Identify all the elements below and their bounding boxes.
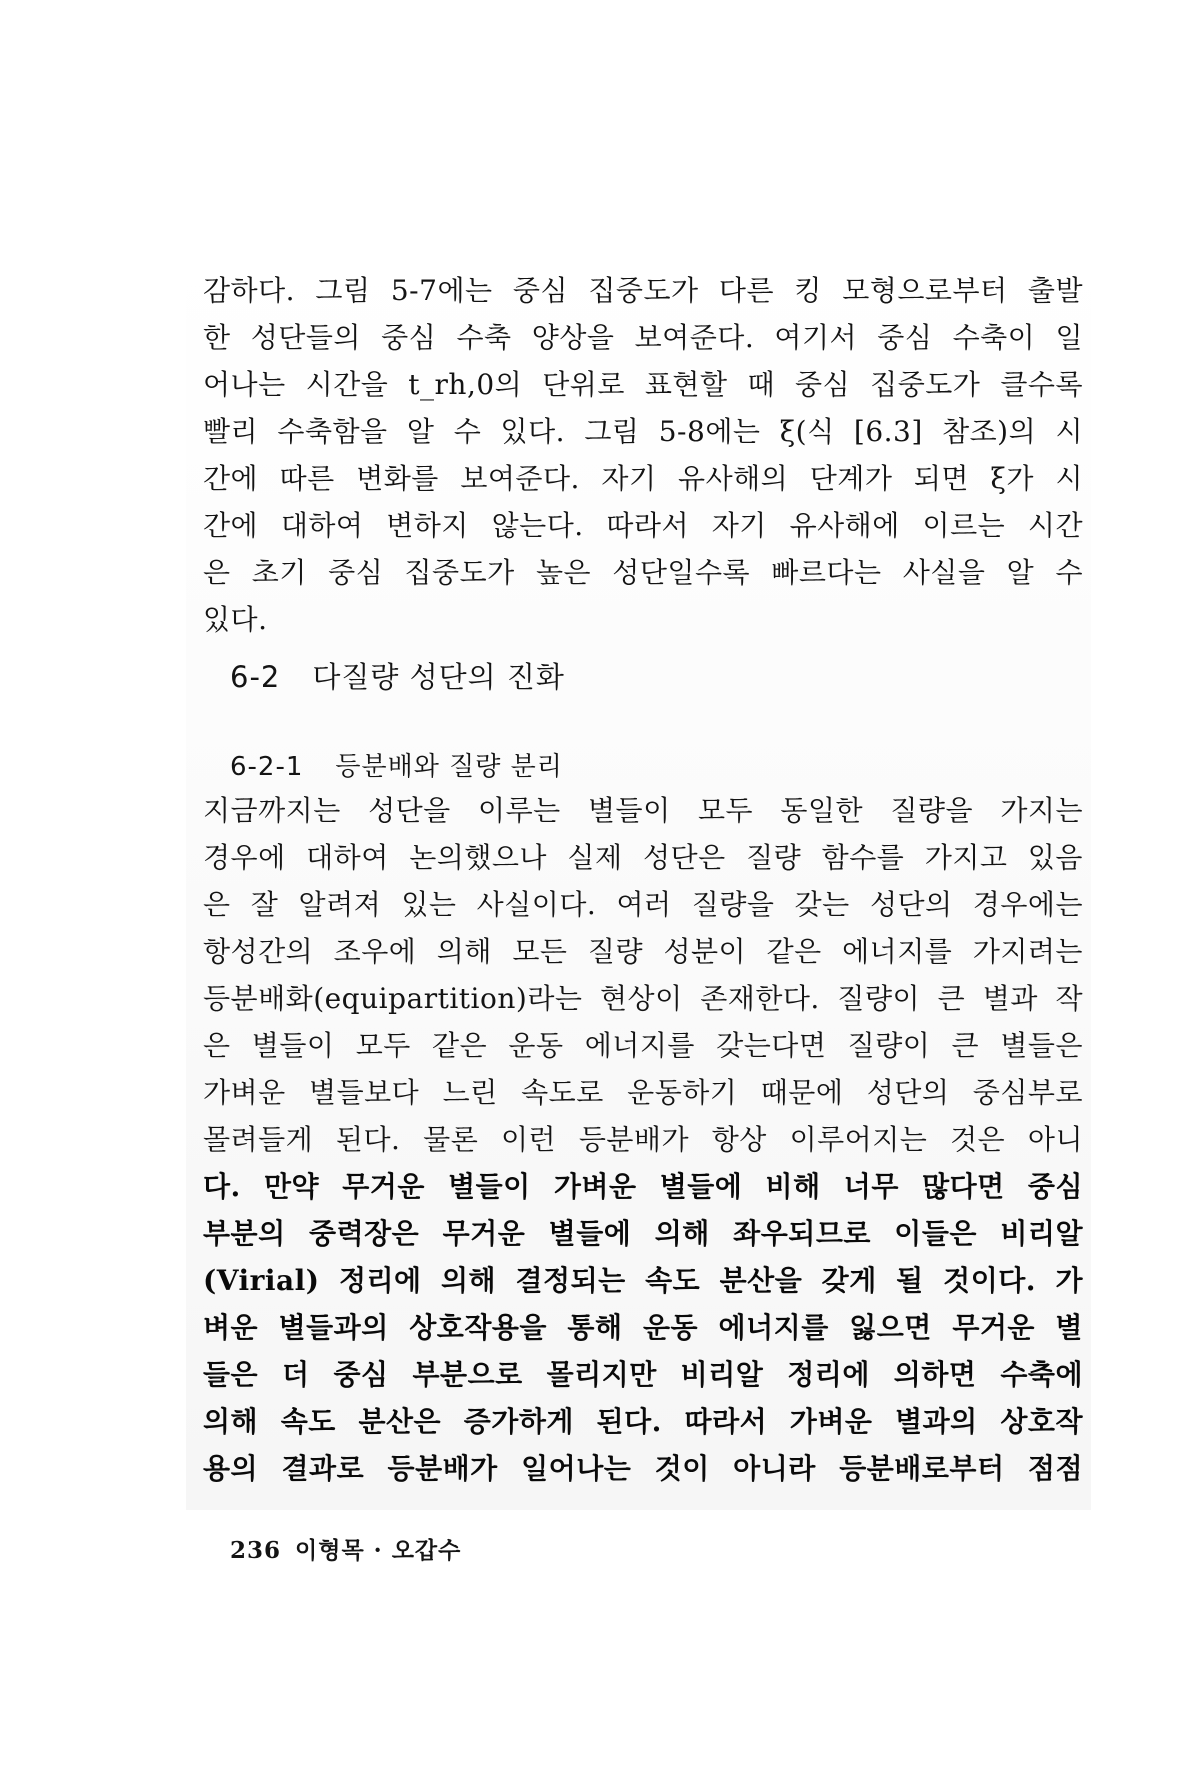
text-line: 들은 더 중심 부분으로 몰리지만 비리알 정리에 의하면 수축에 [203, 1358, 1083, 1391]
text-line: 경우에 대하여 논의했으나 실제 성단은 질량 함수를 가지고 있음 [203, 841, 1083, 874]
paragraph-intro [203, 267, 1083, 643]
text-line: 은 초기 중심 집중도가 높은 성단일수록 빠르다는 사실을 알 수 [203, 556, 1083, 589]
text-line: 부분의 중력장은 무거운 별들에 의해 좌우되므로 이들은 비리알 [203, 1217, 1083, 1250]
text-line: 간에 따른 변화를 보여준다. 자기 유사해의 단계가 되면 ξ가 시 [203, 462, 1083, 495]
footer-authors: 이형목 · 오갑수 [295, 1537, 462, 1564]
text-line: 항성간의 조우에 의해 모든 질량 성분이 같은 에너지를 가지려는 [203, 935, 1083, 968]
page-footer [230, 1532, 461, 1565]
text-line: 다. 만약 무거운 별들이 가벼운 별들에 비해 너무 많다면 중심 [203, 1170, 1083, 1203]
subsection-title: 등분배와 질량 분리 [335, 752, 563, 782]
section-title: 다질량 성단의 진화 [312, 660, 565, 694]
text-line: 은 잘 알려져 있는 사실이다. 여러 질량을 갖는 성단의 경우에는 [203, 888, 1083, 921]
text-line: 한 성단들의 중심 수축 양상을 보여준다. 여기서 중심 수축이 일 [203, 321, 1083, 354]
subsection-number: 6-2-1 [230, 752, 304, 782]
section-number: 6-2 [230, 660, 281, 694]
text-line: 지금까지는 성단을 이루는 별들이 모두 동일한 질량을 가지는 [203, 794, 1083, 827]
text-line: 어나는 시간을 t_rh,0의 단위로 표현할 때 중심 집중도가 클수록 [203, 368, 1083, 401]
subsection-heading [230, 746, 563, 783]
text-line: 간에 대하여 변하지 않는다. 따라서 자기 유사해에 이르는 시간 [203, 509, 1083, 542]
section-heading [230, 655, 565, 696]
text-line: 용의 결과로 등분배가 일어나는 것이 아니라 등분배로부터 점점 [203, 1452, 1083, 1485]
text-line: 몰려들게 된다. 물론 이런 등분배가 항상 이루어지는 것은 아니 [203, 1123, 1083, 1156]
text-line: 등분배화(equipartition)라는 현상이 존재한다. 질량이 큰 별과 작 [203, 982, 1083, 1015]
text-line: 벼운 별들과의 상호작용을 통해 운동 에너지를 잃으면 무거운 별 [203, 1311, 1083, 1344]
text-line: 은 별들이 모두 같은 운동 에너지를 갖는다면 질량이 큰 별들은 [203, 1029, 1083, 1062]
text-line: (Virial) 정리에 의해 결정되는 속도 분산을 갖게 될 것이다. 가 [203, 1264, 1083, 1297]
text-line: 가벼운 별들보다 느린 속도로 운동하기 때문에 성단의 중심부로 [203, 1076, 1083, 1109]
text-line: 의해 속도 분산은 증가하게 된다. 따라서 가벼운 별과의 상호작 [203, 1405, 1083, 1438]
text-line: 감하다. 그림 5-7에는 중심 집중도가 다른 킹 모형으로부터 출발 [203, 274, 1083, 307]
text-line: 있다. [203, 603, 268, 636]
page-number: 236 [230, 1537, 282, 1564]
text-line: 빨리 수축함을 알 수 있다. 그림 5-8에는 ξ(식 [6.3] 참조)의 시 [203, 415, 1083, 448]
paragraph-equipartition [203, 787, 1083, 1492]
